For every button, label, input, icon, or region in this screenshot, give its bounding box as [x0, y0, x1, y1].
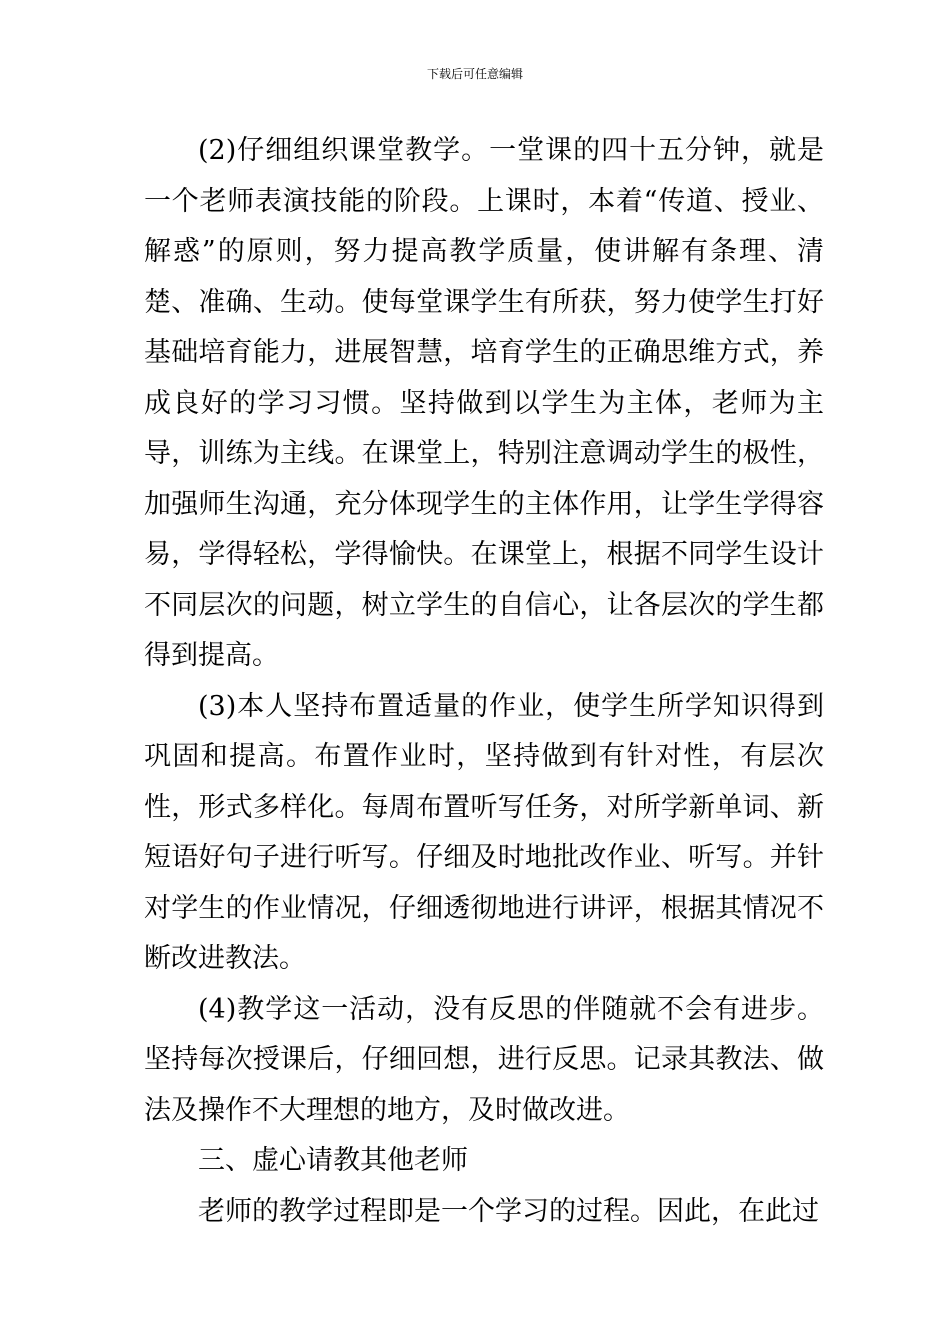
paragraph-continued: 老师的教学过程即是一个学习的过程。因此，在此过: [198, 1195, 819, 1227]
section-heading: 三、虚心请教其他老师: [198, 1145, 468, 1176]
document-body: [144, 126, 824, 1237]
paragraph-item-2: (2)仔细组织课堂教学。一堂课的四十五分钟，就是一个老师表演技能的阶段。上课时，本着“传道、授业、解惑”的原则，努力提高教学质量，使讲解有条理、清楚、准确、生动。使每堂课学生有所获，努力使学生打好基础培育能力，进展智慧，培育学生的正确思维方式，养成良好的学习习惯。坚持做到以学生为主体，老师为主导，训练为主线。在课堂上，特别注意调动学生的极性，加强师生沟通，充分体现学生的主体作用，让学生学得容易，学得轻松，学得愉快。在课堂上，根据不同学生设计不同层次的问题，树立学生的自信心，让各层次的学生都得到提高。: [144, 135, 824, 671]
paragraph-item-4: (4)教学这一活动，没有反思的伴随就不会有进步。坚持每次授课后，仔细回想，进行反思。记录其教法、做法及操作不大理想的地方，及时做改进。: [144, 993, 824, 1126]
paragraph-item-3: (3)本人坚持布置适量的作业，使学生所学知识得到巩固和提高。布置作业时，坚持做到有针对性，有层次性，形式多样化。每周布置听写任务，对所学新单词、新短语好句子进行听写。仔细及时地批改作业、听写。并针对学生的作业情况，仔细透彻地进行讲评，根据其情况不断改进教法。: [144, 690, 824, 974]
page-header: 下载后可任意编辑: [426, 67, 523, 81]
